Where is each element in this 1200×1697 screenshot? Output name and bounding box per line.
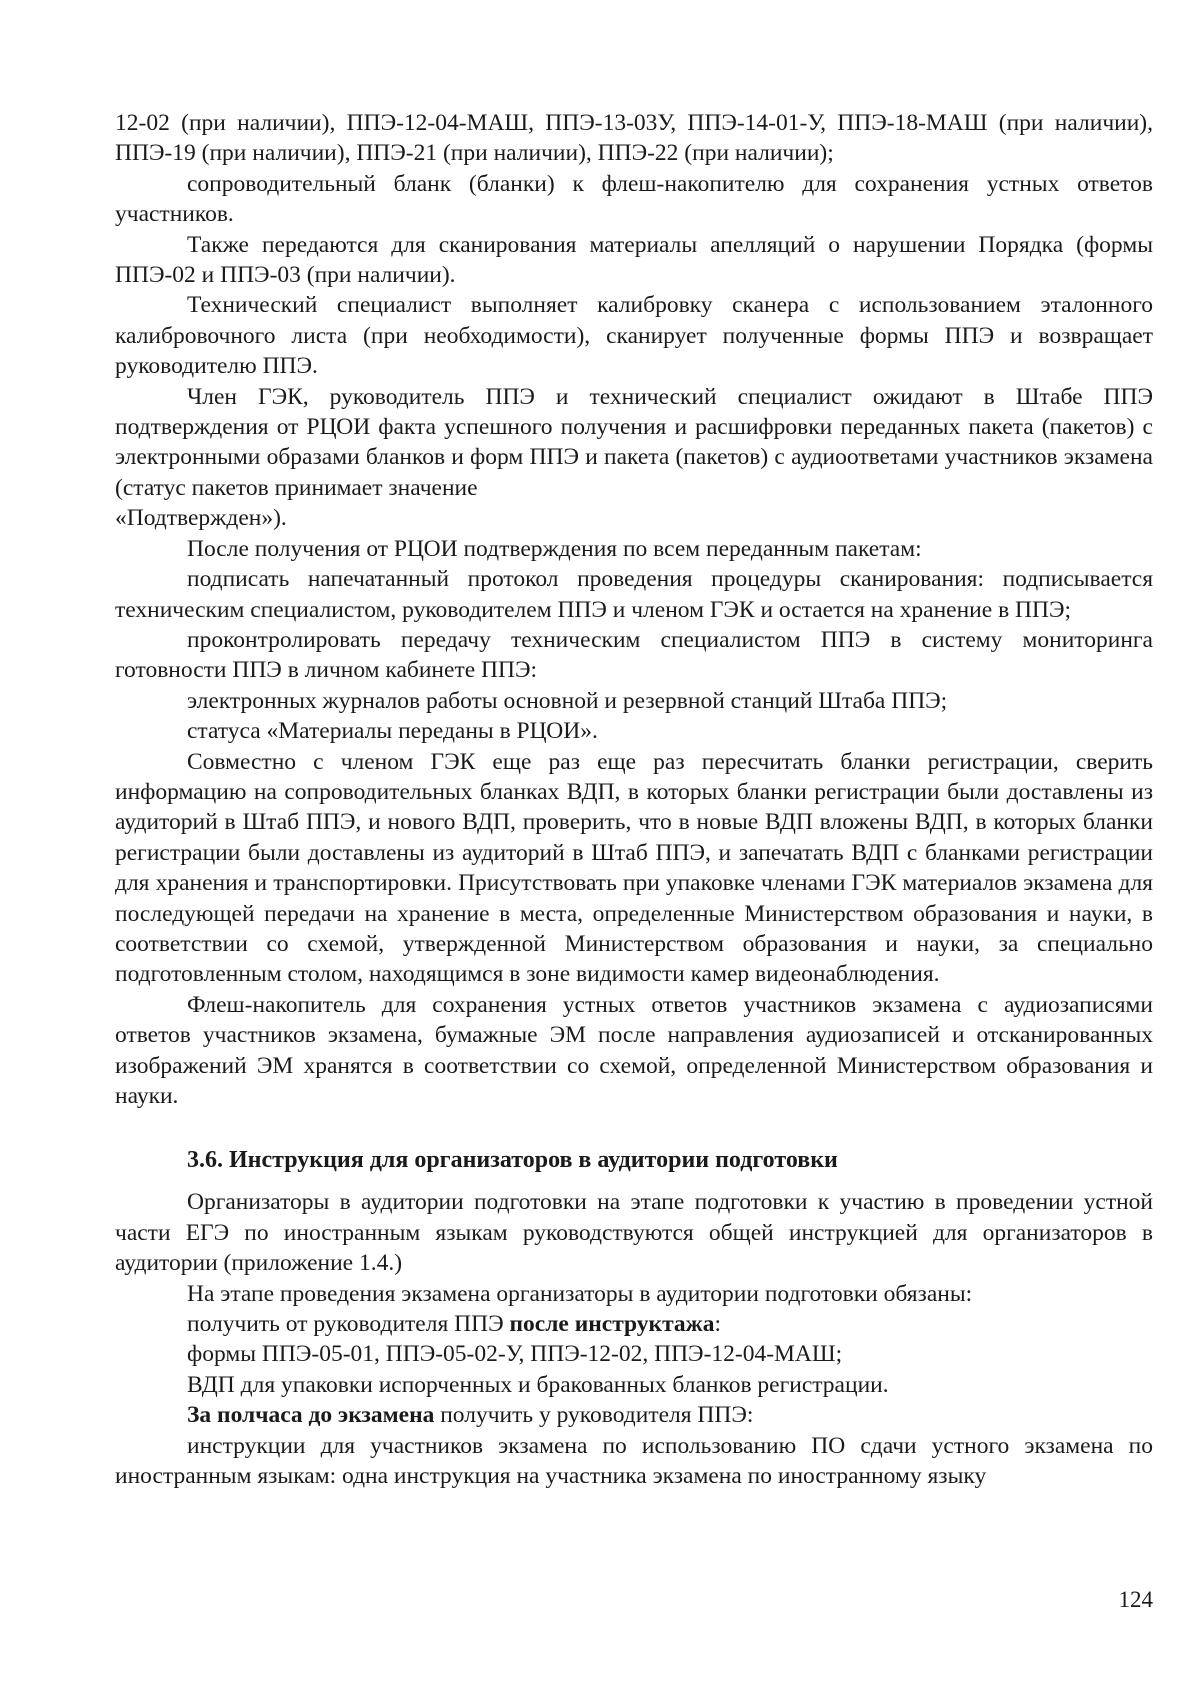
paragraph-confirmed-status: «Подтвержден»). <box>115 505 287 532</box>
paragraph-vdp-packaging: ВДП для упаковки испорченных и бракованных бланков регистрации. <box>187 1371 889 1398</box>
paragraph-instructions-for-participants: инструкции для участников экзамена по использованию ПО сдачи устного экзамена по иностранным языкам: одна инструкция на участника экзамена по иностранному языку <box>115 1432 1153 1490</box>
paragraph-flash-drive-storage: Флеш-накопитель для сохранения устных ответов участников экзамена с аудиозаписями ответов участников экзамена, бумажные ЭМ после направления аудиозаписей и отсканированных изображений ЭМ хранятся в соответствии со схемой, определенной Министерством образования и науки. <box>115 991 1153 1109</box>
half-hour-text: получить у руководителя ППЭ: <box>434 1402 754 1429</box>
paragraph-awaiting-confirmation: Член ГЭК, руководитель ППЭ и технический специалист ожидают в Штабе ППЭ подтверждения от РЦОИ факта успешного получения и расшифровки переданных пакета (пакетов) с электронными образами бланков и форм ППЭ и пакета (пакетов) с аудиоответами участников экзамена (статус пакетов принимает значение <box>115 383 1153 501</box>
paragraph-after-confirmation: После получения от РЦОИ подтверждения по всем переданным пакетам: <box>187 535 922 562</box>
paragraph-after-briefing <box>115 1309 1153 1339</box>
paragraph-half-hour-before <box>115 1400 1153 1430</box>
paragraph-organizers-obligations: На этапе проведения экзамена организаторы в аудитории подготовки обязаны: <box>187 1280 973 1307</box>
paragraph-technical-specialist: Технический специалист выполняет калибровку сканера с использованием эталонного калибровочного листа (при необходимости), сканирует полученные формы ППЭ и возвращает руководителю ППЭ. <box>115 292 1153 380</box>
document-page <box>115 108 1153 1491</box>
section-heading: 3.6. Инструкция для организаторов в аудитории подготовки <box>187 1147 838 1174</box>
paragraph-appeal-materials: Также передаются для сканирования материалы апелляций о нарушении Порядка (формы ППЭ-02 и ППЭ-03 (при наличии). <box>115 231 1153 289</box>
half-hour-bold: За полчаса до экзамена <box>187 1402 435 1429</box>
page-number: 124 <box>1118 1587 1153 1612</box>
paragraph-electronic-journals: электронных журналов работы основной и резервной станций Штаба ППЭ; <box>187 687 948 714</box>
paragraph-accompanying-form: сопроводительный бланк (бланки) к флеш-накопителю для сохранения устных ответов участников. <box>115 170 1153 228</box>
paragraph-control-transfer: проконтролировать передачу техническим специалистом ППЭ в систему мониторинга готовности ППЭ в личном кабинете ППЭ: <box>115 626 1153 684</box>
after-briefing-text: получить от руководителя ППЭ <box>187 1311 510 1338</box>
paragraph-forms-list-continuation: 12-02 (при наличии), ППЭ-12-04-МАШ, ППЭ-13-03У, ППЭ-14-01-У, ППЭ-18-МАШ (при наличии), ППЭ-19 (при наличии), ППЭ-21 (при наличии), ППЭ-22 (при наличии); <box>115 110 1153 167</box>
paragraph-sign-protocol: подписать напечатанный протокол проведения процедуры сканирования: подписывается техническим специалистом, руководителем ППЭ и членом ГЭК и остается на хранение в ППЭ; <box>115 566 1153 623</box>
paragraph-forms-list: формы ППЭ-05-01, ППЭ-05-02-У, ППЭ-12-02, ППЭ-12-04-МАШ; <box>187 1341 843 1368</box>
paragraph-recount-forms: Совместно с членом ГЭК еще раз еще раз пересчитать бланки регистрации, сверить информацию на сопроводительных бланках ВДП, в которых бланки регистрации были доставлены из аудиторий в Штаб ППЭ, и нового ВДП, проверить, что в новые ВДП вложены ВДП, в которых бланки регистрации были доставлены из аудиторий в Штаб ППЭ, и запечатать ВДП с бланками регистрации для хранения и транспортировки. Присутствовать при упаковке членами ГЭК материалов экзамена для последующей передачи на хранение в места, определенные Министерством образования и науки, в соответствии со схемой, утвержденной Министерством образования и науки, за специально подготовленным столом, находящимся в зоне видимости камер видеонаблюдения. <box>115 748 1153 988</box>
paragraph-organizers-intro: Организаторы в аудитории подготовки на этапе подготовки к участию в проведении устной части ЕГЭ по иностранным языкам руководствуются общей инструкцией для организаторов в аудитории (приложение 1.4.) <box>115 1189 1153 1277</box>
paragraph-materials-status: статуса «Материалы переданы в РЦОИ». <box>187 718 598 745</box>
after-briefing-tail: : <box>714 1311 721 1338</box>
after-briefing-bold: после инструктажа <box>509 1311 715 1338</box>
